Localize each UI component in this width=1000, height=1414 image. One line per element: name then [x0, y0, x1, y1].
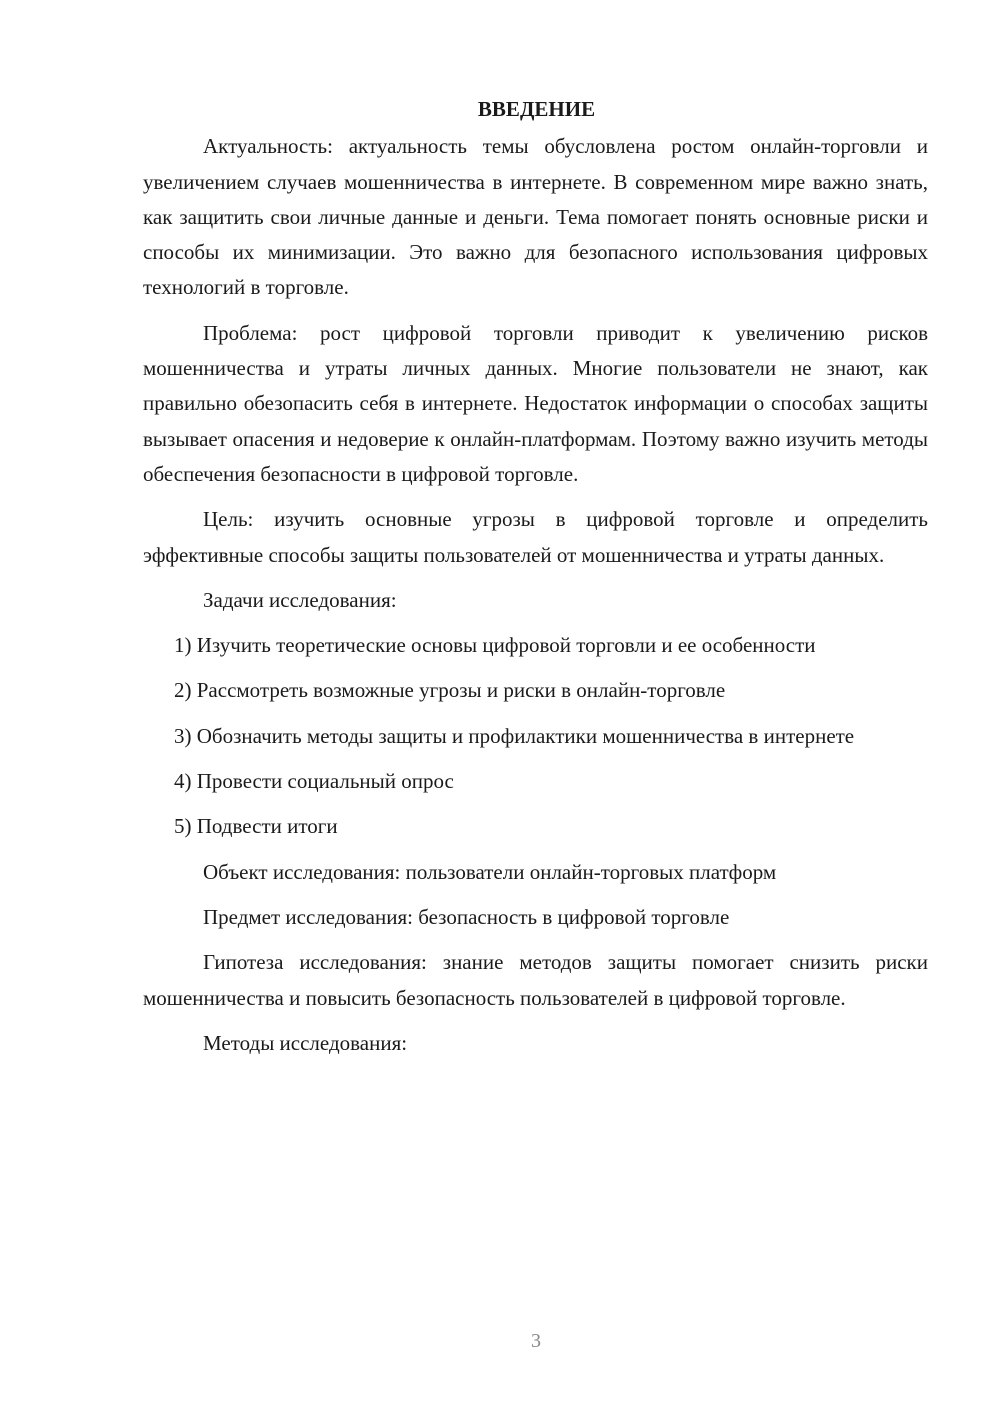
document-page [143, 92, 928, 1071]
paragraph-subject: Предмет исследования: безопасность в цифровой торговле [203, 904, 730, 929]
paragraph-problem: Проблема: рост цифровой торговли приводит к увеличению рисков мошенничества и утраты личных данных. Многие пользователи не знают, как правильно обезопасить себя в интернете. Недостаток информации о способах защиты вызывает опасения и недоверие к онлайн-платформам. Поэтому важно изучить методы обеспечения безопасности в цифровой торговле. [143, 320, 928, 486]
page-number: 3 [531, 1330, 541, 1352]
task-item-2: 2) Рассмотреть возможные угрозы и риски в онлайн-торговле [174, 678, 726, 703]
methods-title: Методы исследования: [203, 1030, 408, 1055]
paragraph-object: Объект исследования: пользователи онлайн-торговых платформ [203, 859, 777, 884]
paragraph-hypothesis: Гипотеза исследования: знание методов защиты помогает снизить риски мошенничества и повысить безопасность пользователей в цифровой торговле. [143, 950, 928, 1010]
task-item-5: 5) Подвести итоги [174, 814, 338, 839]
paragraph-goal: Цель: изучить основные угрозы в цифровой торговле и определить эффективные способы защиты пользователей от мошенничества и утраты данных. [143, 507, 928, 567]
section-heading: ВВЕДЕНИЕ [477, 97, 596, 121]
task-item-1: 1) Изучить теоретические основы цифровой торговли и ее особенности [174, 633, 816, 658]
task-item-3: 3) Обозначить методы защиты и профилактики мошенничества в интернете [174, 723, 855, 748]
task-item-4: 4) Провести социальный опрос [174, 769, 454, 794]
tasks-title: Задачи исследования: [203, 587, 397, 612]
paragraph-relevance: Актуальность: актуальность темы обусловлена ростом онлайн-торговли и увеличением случаев мошенничества в интернете. В современном мире важно знать, как защитить свои личные данные и деньги. Тема помогает понять основные риски и способы их минимизации. Это важно для безопасного использования цифровых технологий в торговле. [143, 134, 928, 300]
